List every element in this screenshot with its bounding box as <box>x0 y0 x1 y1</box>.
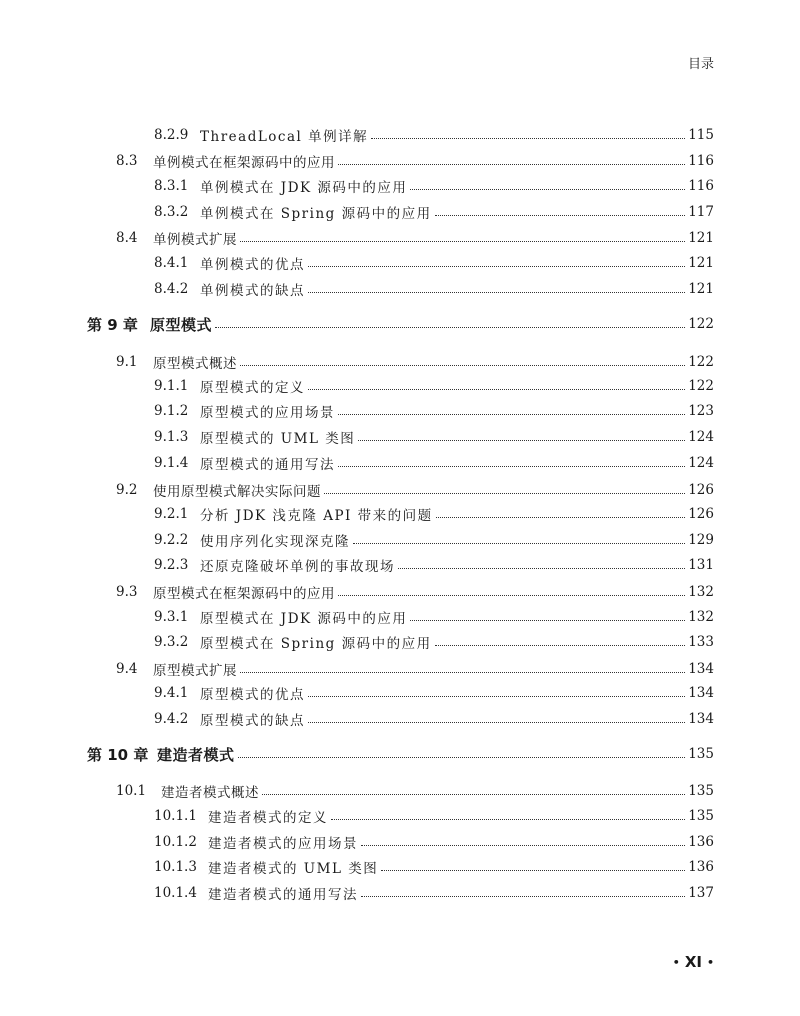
section-number: 10.1 <box>116 783 147 799</box>
toc-entry[interactable] <box>154 503 714 525</box>
section-number: 9.1.3 <box>154 429 189 445</box>
section-number: 9.2.1 <box>154 506 189 522</box>
dot-leader <box>240 672 685 673</box>
toc-entry[interactable] <box>154 252 714 274</box>
section-title: 原型模式在 Spring 源码中的应用 <box>200 636 432 652</box>
page-number: 134 <box>688 685 714 701</box>
chapter-number: 第 9 章 <box>87 315 138 334</box>
page-number: 135 <box>688 746 714 762</box>
dot-leader <box>324 493 685 494</box>
page-number: 117 <box>688 204 714 220</box>
section-number: 9.1.2 <box>154 403 189 419</box>
chapter-title: 原型模式 <box>150 315 213 334</box>
page-number: 121 <box>688 281 714 297</box>
section-title: 原型模式在 JDK 源码中的应用 <box>200 611 408 627</box>
section-title: 原型模式的优点 <box>200 687 305 703</box>
toc-entry[interactable] <box>154 682 714 704</box>
toc-entry[interactable] <box>154 882 714 904</box>
page-folio <box>673 953 714 971</box>
section-number: 9.1.1 <box>154 378 189 394</box>
folio-number: XI <box>684 953 702 971</box>
section-title: 建造者模式的 UML 类图 <box>208 861 379 877</box>
dot-leader <box>308 292 685 293</box>
section-number: 9.2.2 <box>154 532 189 548</box>
dot-leader <box>331 819 685 820</box>
toc-entry[interactable] <box>116 581 714 603</box>
section-title: 原型模式概述 <box>153 356 237 372</box>
section-title: 建造者模式的定义 <box>208 810 328 826</box>
page-number: 131 <box>688 557 714 573</box>
page-number: 136 <box>688 859 714 875</box>
page-number: 135 <box>688 808 714 824</box>
dot-leader <box>361 896 685 897</box>
toc-entry[interactable] <box>116 227 714 249</box>
section-title: 原型模式的 UML 类图 <box>200 431 356 447</box>
toc-entry[interactable] <box>116 780 714 802</box>
toc-entry[interactable] <box>154 375 714 397</box>
page-number: 121 <box>688 230 714 246</box>
section-title: 单例模式扩展 <box>153 232 237 248</box>
toc-entry[interactable] <box>116 351 714 373</box>
dot-leader <box>398 568 685 569</box>
page-number: 126 <box>688 506 714 522</box>
section-number: 8.3.1 <box>154 178 189 194</box>
dot-leader <box>308 696 685 697</box>
page-number: 135 <box>688 783 714 799</box>
dot-leader <box>262 794 685 795</box>
toc-entry[interactable] <box>116 479 714 501</box>
dot-leader <box>215 327 685 328</box>
section-title: 原型模式在框架源码中的应用 <box>153 586 335 602</box>
toc-entry[interactable] <box>154 529 714 551</box>
toc-entry[interactable] <box>154 124 714 146</box>
page-number: 133 <box>688 634 714 650</box>
toc-entry[interactable] <box>154 606 714 628</box>
section-number: 9.2.3 <box>154 557 189 573</box>
page-number: 122 <box>688 354 714 370</box>
dot-leader <box>238 757 686 758</box>
section-number: 9.4.2 <box>154 711 189 727</box>
page-number: 132 <box>688 584 714 600</box>
section-number: 8.4 <box>116 230 138 246</box>
page-number: 123 <box>688 403 714 419</box>
dot-leader <box>358 440 685 441</box>
section-number: 9.3.1 <box>154 609 189 625</box>
toc-entry[interactable] <box>154 708 714 730</box>
page-number: 134 <box>688 711 714 727</box>
section-title: 使用原型模式解决实际问题 <box>153 484 321 500</box>
toc-entry[interactable] <box>154 278 714 300</box>
section-title: 单例模式在框架源码中的应用 <box>153 155 335 171</box>
dot-leader <box>436 517 686 518</box>
section-title: 单例模式的优点 <box>200 257 305 273</box>
dot-leader <box>381 870 685 871</box>
dot-leader <box>240 241 685 242</box>
page-number: 124 <box>688 429 714 445</box>
section-title: 原型模式的定义 <box>200 380 305 396</box>
running-header: 目录 <box>687 57 714 72</box>
dot-leader <box>361 845 685 846</box>
section-title: 原型模式的通用写法 <box>200 457 335 473</box>
dot-leader <box>338 164 685 165</box>
section-number: 9.3.2 <box>154 634 189 650</box>
section-number: 9.4 <box>116 661 138 677</box>
toc-entry[interactable] <box>154 856 714 878</box>
page-number: 122 <box>688 378 714 394</box>
section-number: 8.3 <box>116 153 138 169</box>
toc-entry[interactable] <box>154 831 714 853</box>
section-title: 建造者模式的应用场景 <box>208 836 358 852</box>
page-number: 122 <box>688 316 714 332</box>
section-number: 9.3 <box>116 584 138 600</box>
section-number: 9.1 <box>116 354 138 370</box>
page-number: 126 <box>688 482 714 498</box>
toc-entry[interactable] <box>116 150 714 172</box>
toc-chapter[interactable] <box>87 743 714 765</box>
dot-leader <box>353 543 685 544</box>
toc-entry[interactable] <box>154 175 714 197</box>
folio-bullet-right: • <box>706 955 714 969</box>
dot-leader <box>435 645 686 646</box>
page-number: 121 <box>688 255 714 271</box>
page-number: 132 <box>688 609 714 625</box>
section-number: 8.4.2 <box>154 281 189 297</box>
section-title: 还原克隆破坏单例的事故现场 <box>200 559 395 575</box>
toc-entry[interactable] <box>154 452 714 474</box>
page-number: 115 <box>688 127 714 143</box>
section-title: 使用序列化实现深克隆 <box>200 534 350 550</box>
section-title: 原型模式扩展 <box>153 663 237 679</box>
section-number: 10.1.4 <box>154 885 197 901</box>
page-number: 124 <box>688 455 714 471</box>
section-title: 分析 JDK 浅克隆 API 带来的问题 <box>200 508 433 524</box>
section-number: 10.1.3 <box>154 859 197 875</box>
section-title: 单例模式在 Spring 源码中的应用 <box>200 206 432 222</box>
section-title: 建造者模式概述 <box>161 785 259 801</box>
page-number: 134 <box>688 661 714 677</box>
section-title: 单例模式的缺点 <box>200 283 305 299</box>
page-number: 116 <box>688 178 714 194</box>
section-number: 9.4.1 <box>154 685 189 701</box>
section-number: 8.4.1 <box>154 255 189 271</box>
dot-leader <box>410 189 685 190</box>
chapter-title: 建造者模式 <box>157 745 235 764</box>
section-title: 建造者模式的通用写法 <box>208 887 358 903</box>
section-title: 原型模式的缺点 <box>200 713 305 729</box>
dot-leader <box>410 620 685 621</box>
dot-leader <box>371 138 685 139</box>
folio-bullet-left: • <box>672 955 680 969</box>
toc-entry[interactable] <box>154 631 714 653</box>
dot-leader <box>240 365 685 366</box>
section-title: 单例模式在 JDK 源码中的应用 <box>200 180 408 196</box>
toc-entry[interactable] <box>154 201 714 223</box>
dot-leader <box>338 466 685 467</box>
page-number: 116 <box>688 153 714 169</box>
page-number: 137 <box>688 885 714 901</box>
dot-leader <box>338 595 685 596</box>
dot-leader <box>308 266 685 267</box>
toc-entry[interactable] <box>116 658 714 680</box>
toc-entry[interactable] <box>154 805 714 827</box>
section-number: 9.2 <box>116 482 138 498</box>
section-title: 原型模式的应用场景 <box>200 405 335 421</box>
section-number: 10.1.2 <box>154 834 197 850</box>
dot-leader <box>435 215 686 216</box>
section-number: 8.2.9 <box>154 127 189 143</box>
page-number: 136 <box>688 834 714 850</box>
dot-leader <box>308 389 685 390</box>
dot-leader <box>308 722 685 723</box>
toc-chapter[interactable] <box>87 313 714 335</box>
toc-entry[interactable] <box>154 554 714 576</box>
chapter-number: 第 10 章 <box>87 745 149 764</box>
dot-leader <box>338 414 685 415</box>
page-number: 129 <box>688 532 714 548</box>
section-number: 8.3.2 <box>154 204 189 220</box>
toc-entry[interactable] <box>154 426 714 448</box>
section-number: 9.1.4 <box>154 455 189 471</box>
section-number: 10.1.1 <box>154 808 197 824</box>
section-title: ThreadLocal 单例详解 <box>200 129 369 145</box>
toc-entry[interactable] <box>154 400 714 422</box>
